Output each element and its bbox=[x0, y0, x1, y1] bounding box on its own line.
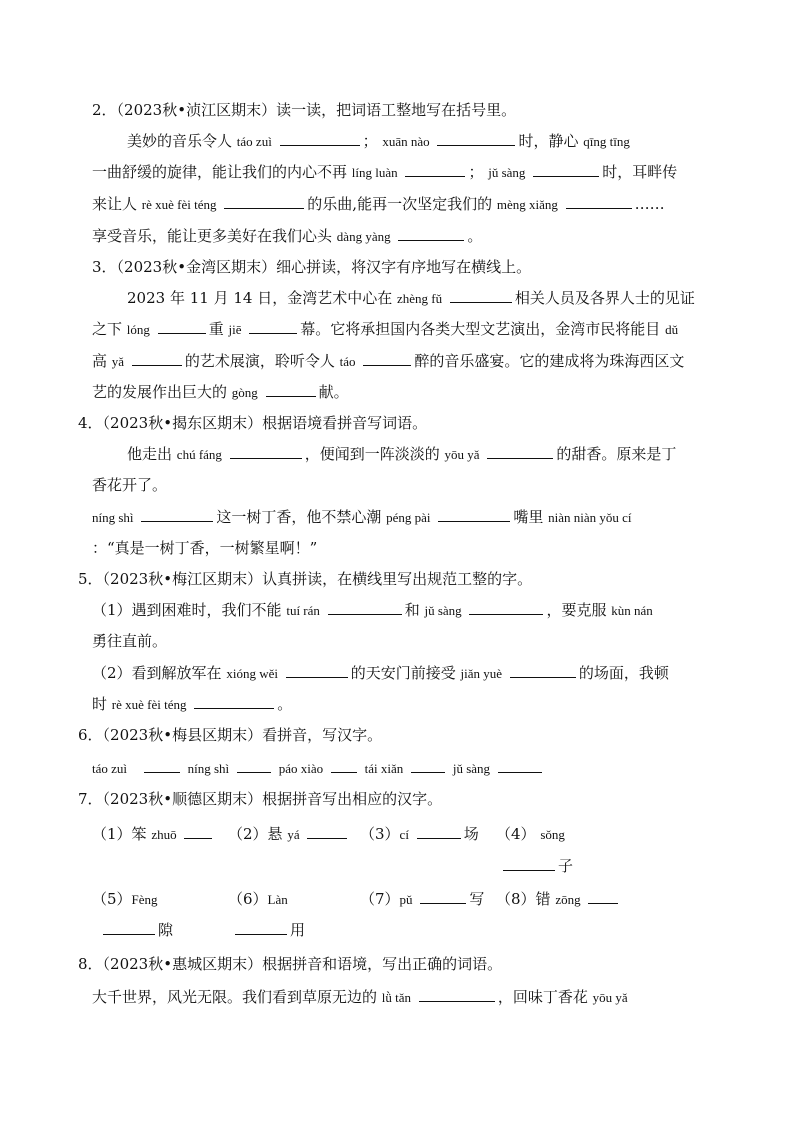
text: 时，静心 bbox=[518, 132, 579, 150]
q8-line-1 bbox=[92, 987, 628, 1008]
q7-item-3 bbox=[360, 824, 479, 845]
pinyin: qīng tīng bbox=[583, 134, 630, 149]
pinyin: xióng wěi bbox=[226, 666, 278, 681]
answer-blank[interactable] bbox=[510, 663, 576, 678]
answer-blank[interactable] bbox=[249, 319, 297, 334]
pinyin: tuí rán bbox=[286, 603, 320, 618]
text: 子 bbox=[558, 857, 574, 875]
q4-line-2: 香花开了。 bbox=[92, 476, 168, 494]
pinyin: dǔ bbox=[665, 322, 679, 337]
answer-blank[interactable] bbox=[503, 856, 555, 871]
pinyin: pǔ bbox=[399, 892, 413, 907]
text: ，要克服 bbox=[546, 601, 607, 619]
text: 2023 年 11 月 14 日，金湾艺术中心在 bbox=[127, 289, 393, 307]
q7-item-2 bbox=[228, 824, 350, 845]
pinyin: yōu yǎ bbox=[444, 447, 480, 462]
q6-items bbox=[92, 758, 545, 779]
q3-line-2 bbox=[92, 319, 678, 340]
text: 重 bbox=[208, 320, 224, 338]
q7-header: 7．（2023秋•顺德区期末）根据拼音写出相应的汉字。 bbox=[78, 790, 443, 808]
q5-line-2: 勇往直前。 bbox=[92, 632, 168, 650]
q3-line-3 bbox=[92, 351, 684, 372]
text: 一曲舒缓的旋律，能让我们的内心不再 bbox=[92, 163, 348, 181]
text: 这一树丁香，他不禁心潮 bbox=[216, 508, 382, 526]
answer-blank[interactable] bbox=[566, 194, 632, 209]
q7-item-7 bbox=[360, 889, 484, 910]
answer-blank[interactable] bbox=[266, 382, 316, 397]
q2-line-2 bbox=[92, 162, 677, 183]
pinyin: Làn bbox=[267, 892, 288, 907]
text: （5） bbox=[92, 890, 132, 908]
q3-header: 3．（2023秋•金湾区期末）细心拼读，将汉字有序地写在横线上。 bbox=[92, 258, 532, 276]
text: （6） bbox=[228, 890, 268, 908]
pinyin: jǔ sàng bbox=[488, 165, 526, 180]
q7-item-6 bbox=[228, 889, 288, 910]
q8-header: 8．（2023秋•惠城区期末）根据拼音和语境，写出正确的词语。 bbox=[78, 955, 503, 973]
answer-blank[interactable] bbox=[450, 288, 512, 303]
text: 写 bbox=[469, 890, 485, 908]
pinyin: jǔ sàng bbox=[424, 603, 462, 618]
pinyin: péng pài bbox=[386, 510, 431, 525]
answer-blank[interactable] bbox=[487, 444, 553, 459]
text: 高 bbox=[92, 352, 108, 370]
answer-blank[interactable] bbox=[363, 351, 411, 366]
text: …… bbox=[634, 195, 665, 213]
pinyin: zhuō bbox=[151, 827, 177, 842]
q5-header: 5．（2023秋•梅江区期末）认真拼读，在横线里写出规范工整的字。 bbox=[78, 570, 533, 588]
q5-line-1 bbox=[92, 600, 653, 621]
answer-blank[interactable] bbox=[280, 131, 360, 146]
pinyin: gòng bbox=[231, 385, 258, 400]
answer-blank[interactable] bbox=[184, 824, 212, 839]
q5-line-3 bbox=[92, 663, 669, 684]
pinyin: táo zuì bbox=[236, 134, 272, 149]
answer-blank[interactable] bbox=[235, 920, 287, 935]
q4-header: 4．（2023秋•揭东区期末）根据语境看拼音写词语。 bbox=[78, 414, 428, 432]
pinyin: xuān nào bbox=[382, 134, 430, 149]
q5-line-4 bbox=[92, 694, 292, 715]
text: 。 bbox=[467, 227, 483, 245]
pinyin: Fèng bbox=[131, 892, 158, 907]
pinyin: táo zuì bbox=[92, 761, 128, 776]
text: 。 bbox=[277, 695, 293, 713]
text: 来让人 bbox=[92, 195, 138, 213]
q7-item-5 bbox=[92, 889, 158, 910]
answer-blank[interactable] bbox=[498, 758, 542, 773]
text: 用 bbox=[290, 921, 306, 939]
text: 和 bbox=[404, 601, 420, 619]
answer-blank[interactable] bbox=[417, 824, 461, 839]
text: 幕。它将承担国内各类大型文艺演出，金湾市民将能目 bbox=[300, 320, 661, 338]
text: 艺的发展作出巨大的 bbox=[92, 383, 228, 401]
text: （4） bbox=[496, 825, 536, 843]
answer-blank[interactable] bbox=[237, 758, 271, 773]
text: ； bbox=[362, 132, 378, 150]
text: 的甜香。原来是丁 bbox=[556, 445, 677, 463]
pinyin: tái xiǎn bbox=[364, 761, 404, 776]
answer-blank[interactable] bbox=[103, 920, 155, 935]
pinyin: sǒng bbox=[540, 827, 565, 842]
answer-blank[interactable] bbox=[437, 131, 515, 146]
q3-line-4 bbox=[92, 382, 349, 403]
q4-line-3 bbox=[92, 507, 632, 528]
pinyin: niàn niàn yǒu cí bbox=[548, 510, 632, 525]
text: 他走出 bbox=[127, 445, 173, 463]
answer-blank[interactable] bbox=[307, 824, 347, 839]
pinyin: kùn nán bbox=[611, 603, 653, 618]
q2-header: 2．（2023秋•浈江区期末）读一读，把词语工整地写在括号里。 bbox=[92, 101, 517, 119]
text: 隙 bbox=[158, 921, 174, 939]
q4-line-1 bbox=[127, 444, 676, 465]
answer-blank[interactable] bbox=[469, 600, 543, 615]
pinyin: lǜ tǎn bbox=[381, 990, 412, 1005]
text: 时，耳畔传 bbox=[602, 163, 678, 181]
answer-blank[interactable] bbox=[141, 507, 213, 522]
answer-blank[interactable] bbox=[158, 319, 206, 334]
text: 大千世界，风光无限。我们看到草原无边的 bbox=[92, 988, 378, 1006]
text: （8）错 bbox=[496, 890, 551, 908]
text: 献。 bbox=[318, 383, 349, 401]
q4-line-4: ：“真是一树丁香，一树繁星啊！” bbox=[92, 539, 318, 557]
text: 美妙的音乐令人 bbox=[127, 132, 233, 150]
pinyin: níng shì bbox=[187, 761, 230, 776]
q7-item-4 bbox=[496, 824, 565, 845]
pinyin: zhèng fǔ bbox=[396, 291, 443, 306]
pinyin: mèng xiǎng bbox=[496, 197, 558, 212]
text: （7） bbox=[360, 890, 400, 908]
text: 的场面，我顿 bbox=[578, 664, 669, 682]
text: 的天安门前接受 bbox=[350, 664, 456, 682]
pinyin: rè xuè fèi téng bbox=[141, 197, 217, 212]
text: 时 bbox=[92, 695, 108, 713]
text: 嘴里 bbox=[513, 508, 544, 526]
text: （2）看到解放军在 bbox=[92, 664, 222, 682]
text: 场 bbox=[463, 825, 479, 843]
answer-blank[interactable] bbox=[419, 987, 495, 1002]
q2-line-4 bbox=[92, 226, 482, 247]
text: （1）笨 bbox=[92, 825, 147, 843]
text: 享受音乐，能让更多美好在我们心头 bbox=[92, 227, 333, 245]
q7-item-8 bbox=[496, 889, 621, 910]
answer-blank[interactable] bbox=[132, 351, 182, 366]
text: ，便闻到一阵淡淡的 bbox=[304, 445, 440, 463]
answer-blank[interactable] bbox=[194, 694, 274, 709]
answer-blank[interactable] bbox=[533, 162, 599, 177]
text: （1）遇到困难时，我们不能 bbox=[92, 601, 282, 619]
answer-blank[interactable] bbox=[331, 758, 357, 773]
text: 的乐曲,能再一次坚定我们的 bbox=[307, 195, 493, 213]
pinyin: chú fáng bbox=[176, 447, 222, 462]
text: ，回味丁香花 bbox=[497, 988, 588, 1006]
pinyin: yá bbox=[287, 827, 300, 842]
answer-blank[interactable] bbox=[398, 226, 464, 241]
pinyin: jǔ sàng bbox=[452, 761, 491, 776]
answer-blank[interactable] bbox=[588, 889, 618, 904]
pinyin: líng luàn bbox=[351, 165, 398, 180]
text: （2）悬 bbox=[228, 825, 283, 843]
pinyin: jiē bbox=[228, 322, 242, 337]
text: 之下 bbox=[92, 320, 123, 338]
answer-blank[interactable] bbox=[328, 600, 402, 615]
pinyin: yǎ bbox=[111, 354, 125, 369]
pinyin: yōu yǎ bbox=[592, 990, 628, 1005]
q7-item-5-answer bbox=[100, 920, 173, 940]
q7-item-1 bbox=[92, 824, 215, 845]
text: （3） bbox=[360, 825, 400, 843]
answer-blank[interactable] bbox=[411, 758, 445, 773]
q6-header: 6．（2023秋•梅县区期末）看拼音，写汉字。 bbox=[78, 726, 383, 744]
pinyin: rè xuè fèi téng bbox=[111, 697, 187, 712]
text: ； bbox=[468, 163, 484, 181]
pinyin: cí bbox=[399, 827, 409, 842]
text: 相关人员及各界人士的见证 bbox=[514, 289, 695, 307]
answer-blank[interactable] bbox=[144, 758, 180, 773]
pinyin: zōng bbox=[555, 892, 581, 907]
pinyin: táo bbox=[339, 354, 356, 369]
pinyin: páo xiào bbox=[278, 761, 324, 776]
text: 醉的音乐盛宴。它的建成将为珠海西区文 bbox=[414, 352, 685, 370]
q2-line-1 bbox=[127, 131, 630, 152]
pinyin: jiǎn yuè bbox=[460, 666, 503, 681]
q3-line-1 bbox=[127, 288, 695, 309]
q7-item-4-answer bbox=[500, 856, 573, 876]
q2-line-3 bbox=[92, 194, 665, 215]
answer-blank[interactable] bbox=[224, 194, 304, 209]
pinyin: dàng yàng bbox=[336, 229, 391, 244]
answer-blank[interactable] bbox=[230, 444, 302, 459]
text: 的艺术展演，聆听令人 bbox=[184, 352, 335, 370]
answer-blank[interactable] bbox=[405, 162, 465, 177]
q7-item-6-answer bbox=[232, 920, 305, 940]
answer-blank[interactable] bbox=[438, 507, 510, 522]
pinyin: níng shì bbox=[92, 510, 134, 525]
pinyin: lóng bbox=[126, 322, 150, 337]
answer-blank[interactable] bbox=[420, 889, 466, 904]
answer-blank[interactable] bbox=[286, 663, 348, 678]
